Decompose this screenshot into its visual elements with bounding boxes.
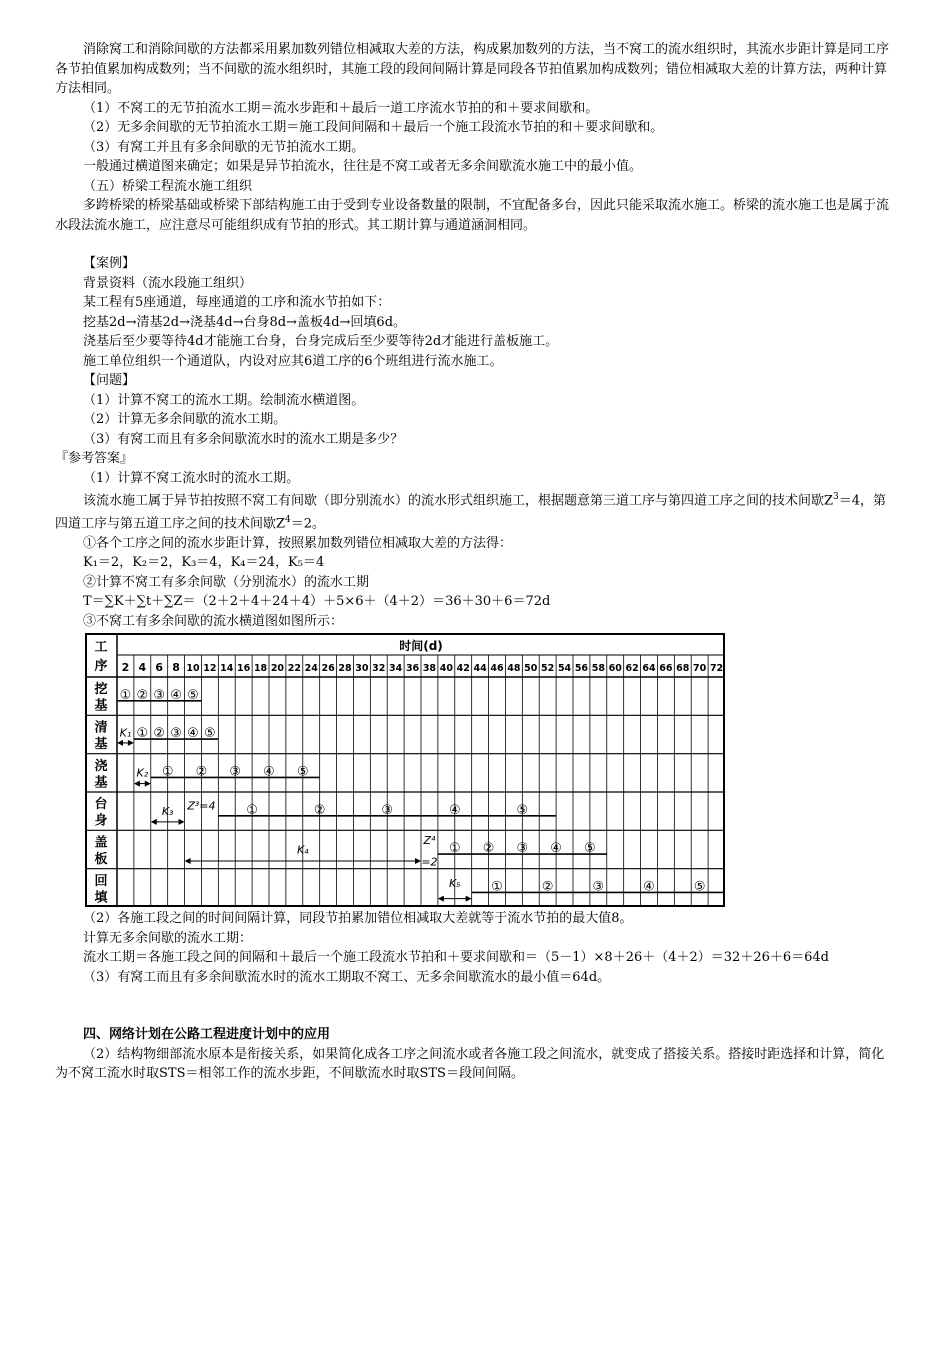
gantt-chart (85, 633, 725, 907)
tick-label: 18 (253, 663, 268, 675)
chart-frame (86, 634, 724, 906)
tick-label: 28 (338, 663, 352, 675)
segment-label: ④ (170, 687, 182, 703)
tick-label: 32 (372, 663, 386, 675)
z4-label: Z⁴ (423, 833, 436, 847)
tick-label: 70 (693, 663, 707, 675)
case-line: 挖基2d→清基2d→浇基4d→台身8d→盖板4d→回填6d。 (83, 314, 407, 330)
tick-label: 60 (608, 663, 622, 675)
k2-label: K₂ (136, 766, 149, 780)
segment-label: ② (136, 687, 149, 703)
intro-item-2: （2）无多余间歇的无节拍流水工期＝施工段间间隔和＋最后一个施工段流水节拍的和＋要求间歇和。 (83, 120, 664, 135)
process-label: 回 (94, 873, 108, 889)
step-3: ③不窝工有多余间歇的流水横道图如图所示： (83, 613, 344, 629)
answer-2-subtitle: 计算无多余间歇的流水工期： (83, 930, 253, 946)
tick-label: 6 (155, 661, 164, 675)
segment-label: ② (153, 726, 166, 742)
k3-arrow-head (151, 819, 157, 825)
step-1: ①各个工序之间的流水步距计算，按照累加数列错位相减取大差的方法得： (83, 535, 513, 551)
case-line: 某工程有5座通道，每座通道的工序和流水节拍如下： (83, 295, 391, 310)
tick-label: 42 (456, 663, 470, 675)
tick-label: 48 (507, 663, 521, 675)
period-formula: T＝∑K＋∑t＋∑Z＝（2＋2＋4＋24＋4）＋5×6＋（4＋2）＝36＋30＋6＝72d (83, 594, 551, 610)
tick-label: 62 (625, 663, 639, 675)
tick-label: 12 (203, 663, 217, 675)
k4-arrow-head (415, 858, 421, 864)
segment-label: ⑤ (187, 687, 199, 703)
segment-label: ① (136, 726, 149, 742)
tick-label: 50 (524, 663, 538, 675)
process-label: 基 (94, 775, 108, 791)
process-label: 浇 (94, 758, 108, 774)
k4-arrow-head (185, 858, 191, 864)
segment-label: ⑤ (584, 841, 596, 857)
segment-label: ② (541, 879, 554, 895)
answer-heading: 『参考答案』 (55, 451, 134, 466)
question-item: （3）有窝工而且有多余间歇流水时的流水工期是多少？ (83, 431, 404, 447)
question-heading: 【问题】 (83, 373, 136, 388)
section-4-paragraph: （2）结构物细部流水原本是衔接关系，如果简化成各工序之间流水或者各施工段之间流水，就变成了搭接关系。搭接时距选择和计算，简化为不窝工流水时取STS＝相邻工作的流水步距，不间歇流水时取STS＝段间间隔。 (55, 1046, 885, 1082)
k5-arrow-head (466, 896, 472, 902)
segment-label: ③ (153, 687, 166, 703)
case-background-title: 背景资料（流水段施工组织） (83, 275, 253, 291)
question-item: （2）计算无多余间歇的流水工期。 (83, 412, 287, 427)
segment-label: ④ (187, 726, 199, 742)
tick-label: 64 (642, 663, 656, 675)
tick-label: 24 (304, 663, 318, 675)
segment-label: ③ (516, 841, 529, 857)
answer-1-paragraph: 该流水施工属于异节拍按照不窝工有间歇（即分别流水）的流水形式组织施工，根据题意第三道工序与第四道工序之间的技术间歇$Z^3=4$，第四道工序与第五道工序之间的技术间歇$Z^4=2$。 (55, 492, 887, 532)
segment-label: ① (491, 879, 503, 895)
intro-note: 一般通过横道图来确定；如果是异节拍流水，往往是不窝工或者无多余间歇流水施工中的最小值。 (83, 159, 643, 174)
segment-label: ④ (448, 802, 461, 818)
k5-label: K₅ (448, 877, 461, 891)
tick-label: 30 (355, 663, 369, 675)
z3-label: Z³=4 (187, 799, 216, 813)
k1-arrow-head (128, 740, 134, 746)
process-label: 台 (94, 797, 108, 813)
segment-label: ② (195, 764, 208, 780)
intro-paragraph: 消除窝工和消除间歇的方法都采用累加数列错位相减取大差的方法，构成累加数列的方法，当不窝工的流水组织时，其流水步距计算是同工序各节拍值累加构成数列；当不间歇的流水组织时，其施工段的段间间隔计算是同段各节拍值累加构成数列；错位相减取大差的计算方法，两种计算方法相同。 (55, 42, 890, 96)
k1-label: K₁ (119, 726, 132, 740)
step-2: ②计算不窝工有多余间歇（分别流水）的流水工期 (83, 574, 370, 590)
tick-label: 34 (389, 663, 403, 675)
bridge-paragraph: 多跨桥梁的桥梁基础或桥梁下部结构施工由于受到专业设备数量的限制，不宜配备多台，因此只能采取流水施工。桥梁的流水施工也是属于流水段法流水施工，应注意尽可能组织成有节拍的形式。其工期计算与通道涵洞相同。 (55, 198, 890, 233)
segment-label: ④ (550, 841, 562, 857)
tick-label: 54 (557, 663, 572, 675)
segment-label: ① (161, 764, 174, 780)
segment-label: ⑤ (296, 764, 309, 780)
answer-1-title: （1）计算不窝工流水时的流水工期。 (83, 470, 300, 486)
intro-item-1: （1）不窝工的无节拍流水工期＝流水步距和＋最后一道工序流水节拍的和＋要求间歇和。 (83, 100, 599, 116)
segment-label: ③ (592, 879, 605, 895)
process-label: 身 (94, 813, 108, 829)
answer-3: （3）有窝工而且有多余间歇流水时的流水工期取不窝工、无多余间歇流水的最小值＝64d。 (83, 969, 611, 985)
k2-arrow-head (145, 781, 151, 787)
process-label: 板 (94, 852, 108, 868)
tick-label: 2 (121, 661, 130, 675)
tick-label: 4 (138, 661, 147, 675)
k-values: K₁＝2，K₂＝2，K₃＝4，K₄＝24，K₅＝4 (83, 555, 325, 571)
segment-label: ④ (643, 879, 655, 895)
tick-label: 68 (676, 663, 690, 675)
case-line: 浇基后至少要等待4d才能施工台身，台身完成后至少要等待2d才能进行盖板施工。 (83, 334, 559, 349)
segment-label: ③ (381, 802, 394, 818)
k3-arrow-head (179, 819, 185, 825)
tick-label: 38 (422, 663, 437, 675)
segment-label: ⑤ (204, 726, 216, 742)
bridge-section-title: （五）桥梁工程流水施工组织 (83, 178, 253, 194)
process-label: 清 (94, 720, 108, 736)
process-label: 基 (94, 737, 108, 753)
segment-label: ③ (170, 726, 182, 742)
segment-label: ⑤ (516, 802, 529, 818)
z4-label: =2 (421, 855, 438, 869)
tick-label: 56 (574, 663, 589, 675)
segment-label: ⑤ (693, 879, 706, 895)
tick-label: 58 (591, 663, 605, 675)
tick-label: 46 (490, 663, 504, 675)
process-label: 挖 (94, 682, 108, 698)
segment-label: ② (482, 841, 495, 857)
tick-label: 20 (270, 663, 285, 675)
segment-label: ① (119, 687, 132, 703)
segment-label: ③ (229, 764, 242, 780)
header-time-label: 时间(d) (399, 639, 443, 654)
answer-2-title: （2）各施工段之间的时间间隔计算，同段节拍累加错位相减取大差就等于流水节拍的最大值8。 (83, 911, 633, 927)
tick-label: 36 (405, 663, 420, 675)
segment-label: ① (448, 841, 461, 857)
k3-label: K₃ (161, 805, 174, 819)
tick-label: 66 (659, 663, 673, 675)
tick-label: 72 (709, 663, 724, 675)
k2-arrow-head (134, 781, 140, 787)
tick-label: 40 (439, 663, 453, 675)
case-heading: 【案例】 (83, 256, 136, 271)
section-4-title: 四、网络计划在公路工程进度计划中的应用 (83, 1027, 331, 1043)
intro-item-3: （3）有窝工并且有多余间歇的无节拍流水工期。 (83, 139, 365, 155)
segment-label: ① (246, 802, 258, 818)
tick-label: 8 (172, 661, 180, 675)
process-label: 基 (94, 698, 108, 714)
tick-label: 16 (237, 663, 251, 675)
tick-label: 14 (220, 663, 234, 675)
tick-label: 22 (287, 663, 301, 675)
process-label: 盖 (94, 835, 108, 851)
segment-label: ② (313, 802, 326, 818)
segment-label: ④ (263, 764, 275, 780)
k1-arrow-head (117, 740, 123, 746)
answer-2-formula: 流水工期＝各施工段之间的间隔和＋最后一个施工段流水节拍和＋要求间歇和＝（5－1）×8＋26＋（4＋2）＝32＋26＋6＝64d (83, 950, 830, 966)
case-line: 施工单位组织一个通道队，内设对应其6道工序的6个班组进行流水施工。 (83, 353, 503, 369)
document-page (55, 40, 895, 1084)
process-label: 填 (94, 890, 108, 906)
tick-label: 52 (541, 663, 555, 675)
tick-label: 26 (321, 663, 335, 675)
tick-label: 44 (473, 663, 487, 675)
header-process-label: 工 (94, 640, 108, 656)
k4-label: K₄ (296, 843, 309, 857)
question-item: （1）计算不窝工的流水工期。绘制流水横道图。 (83, 392, 365, 408)
header-process-label: 序 (94, 659, 108, 675)
tick-label: 10 (186, 663, 200, 675)
k5-arrow-head (438, 896, 444, 902)
